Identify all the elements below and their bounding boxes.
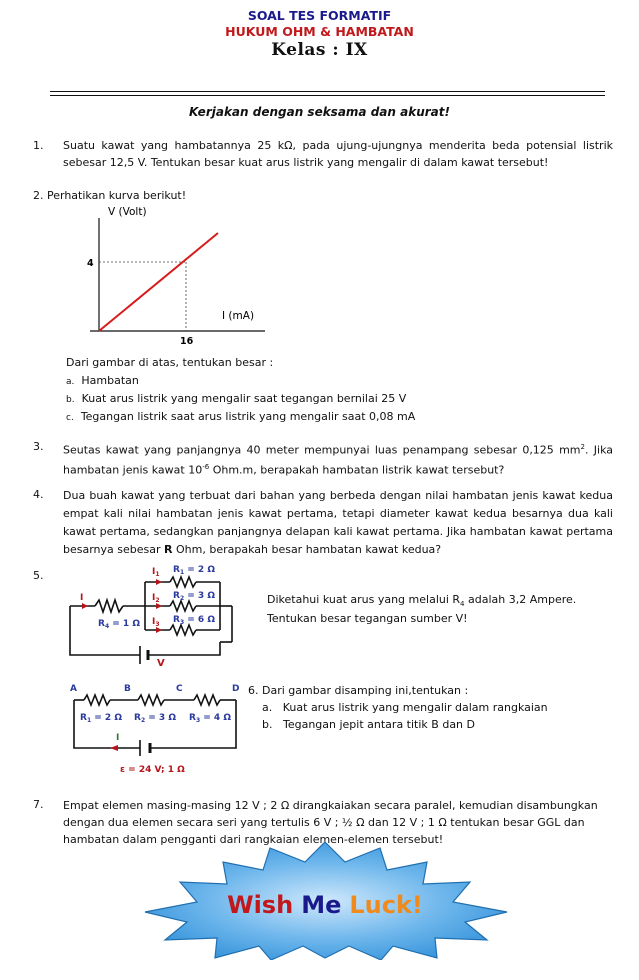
svg-text:I2: $I_2$ [152, 593, 160, 604]
svg-text:R1 = 2 Ω: $R_1 = 2$ Ω [80, 713, 122, 724]
header-divider [50, 91, 605, 92]
svg-text:R4 = 1 Ω: $R_4 = 1$ Ω [98, 619, 140, 630]
svg-text:V: V [157, 658, 165, 669]
question-2-item-b: b. Kuat arus listrik yang mengalir saat tegangan bernilai 25 V [66, 392, 407, 405]
question-5-number: 5. [33, 569, 44, 582]
question-1 [33, 138, 613, 171]
question-6-intro: 6. Dari gambar disamping ini,tentukan : [248, 684, 469, 697]
question-6-item-a: a. Kuat arus listrik yang mengalir dalam rangkaian [262, 701, 548, 714]
svg-text:A: A [70, 684, 77, 694]
question-2-intro: Perhatikan kurva berikut! [47, 189, 187, 202]
question-3: 3. Seutas kawat yang panjangnya 40 meter mempunyai luas penampang sebesar 0,125 $mm^2$. Jika hambatan jenis kawat $10^{-6}$ Ohm.m, berapakah hambatan listrik kawat tersebut? [33, 439, 613, 479]
graph-y-tick-4: 4 [87, 258, 94, 269]
svg-text:D: D [232, 684, 240, 694]
svg-text:R1 = 2 Ω: $R_1 = 2$ Ω [173, 565, 215, 576]
question-1-text: Suatu kawat yang hambatannya 25 kΩ, pada ujung-ujungnya menderita beda potensial listrik sebesar 12,5 V. Tentukan besar kuat arus listrik yang mengalir di dalam kawat tersebut! [63, 139, 613, 169]
svg-text:I: I [80, 593, 84, 603]
question-1-number: 1. [33, 139, 44, 152]
graph-line [99, 233, 218, 331]
parallel-circuit-diagram [60, 560, 260, 672]
wish-me-luck-badge [135, 840, 515, 960]
worksheet-header-topic: HUKUM OHM & HAMBATAN [225, 24, 414, 39]
worksheet-header-title: SOAL TES FORMATIF [247, 8, 392, 23]
svg-text:I1: $I_1$ [152, 567, 160, 578]
voltage-current-graph [60, 200, 280, 350]
question-3-text: Seutas kawat yang panjangnya 40 meter mempunyai luas penampang sebesar 0,125 $mm^2$. Jika hambatan jenis kawat $10^{-6}$ Ohm.m, berapakah hambatan listrik kawat tersebut? [63, 443, 613, 477]
question-2-number: 2. [33, 189, 44, 202]
question-2-prompt: Dari gambar di atas, tentukan besar : [66, 356, 274, 369]
svg-text:R2 = 3 Ω: $R_2 = 3$ Ω [134, 713, 176, 724]
question-5-given: Diketahui kuat arus yang melalui $R_4$ adalah 3,2 Ampere. [267, 593, 577, 609]
question-2-item-c: c. Tegangan listrik saat arus listrik yang mengalir saat 0,08 mA [66, 410, 416, 423]
svg-text:B: B [124, 684, 131, 694]
graph-x-tick-16: 16 [180, 336, 194, 347]
graph-y-label: V (Volt) [108, 206, 147, 218]
question-4: 4. Dua buah kawat yang terbuat dari bahan yang berbeda dengan nilai hambatan jenis kawat kedua empat kali nilai hambatan jenis kawat pertama, tetapi diameter kawat kedua besarnya dua kali kawat pertama, sedangkan panjangnya delapan kali kawat pertama. Jika hambatan kawat pertama besarnya sebesar R Ohm, berapakah besar hambatan kawat kedua? [33, 487, 613, 559]
question-7-text: Empat elemen masing-masing 12 V ; 2 Ω dirangkaiakan secara paralel, kemudian disambungkan dengan dua elemen secara seri yang tertulis 6 V ; ½ Ω dan 12 V ; 1 Ω tentukan besar GGL dan hambatan dalam pengganti dari rangkaian elemen-elemen tersebut! [63, 799, 598, 846]
graph-x-label: I (mA) [222, 310, 255, 322]
worksheet-header-class: Kelas : IX [271, 40, 368, 60]
question-5-task: Tentukan besar tegangan sumber V! [267, 612, 468, 625]
svg-text:ε = 24 V; 1 Ω: ε = 24 V; 1 Ω [120, 765, 185, 775]
svg-text:R3 = 6 Ω: $R_3 = 6$ Ω [173, 615, 215, 626]
question-7: 7. Empat elemen masing-masing 12 V ; 2 Ω dirangkaiakan secara paralel, kemudian disambungkan dengan dua elemen secara seri yang tertulis 6 V ; ½ Ω dan 12 V ; 1 Ω tentukan besar GGL dan hambatan dalam pengganti dari rangkaian elemen-elemen tersebut! [33, 797, 613, 848]
header-divider-secondary [50, 95, 605, 96]
svg-text:I3: $I_3$ [152, 617, 160, 628]
series-circuit-diagram [62, 680, 252, 780]
svg-text:C: C [176, 684, 183, 694]
question-2-item-a: a. Hambatan [66, 374, 139, 387]
svg-text:R2 = 3 Ω: $R_2 = 3$ Ω [173, 591, 215, 602]
svg-text:R3 = 4 Ω: $R_3 = 4$ Ω [189, 713, 231, 724]
instruction-text: Kerjakan dengan seksama dan akurat! [189, 105, 450, 119]
badge-text: Wish Me Luck! [227, 891, 423, 919]
question-4-text: Dua buah kawat yang terbuat dari bahan yang berbeda dengan nilai hambatan jenis kawat kedua empat kali nilai hambatan jenis kawat pertama, tetapi diameter kawat kedua besarnya dua kali kawat pertama, sedangkan panjangnya delapan kali kawat pertama. Jika hambatan kawat pertama besarnya sebesar R Ohm, berapakah besar hambatan kawat kedua? [63, 489, 613, 556]
svg-text:I: I [116, 733, 120, 743]
question-6-item-b: b. Tegangan jepit antara titik B dan D [262, 718, 475, 731]
